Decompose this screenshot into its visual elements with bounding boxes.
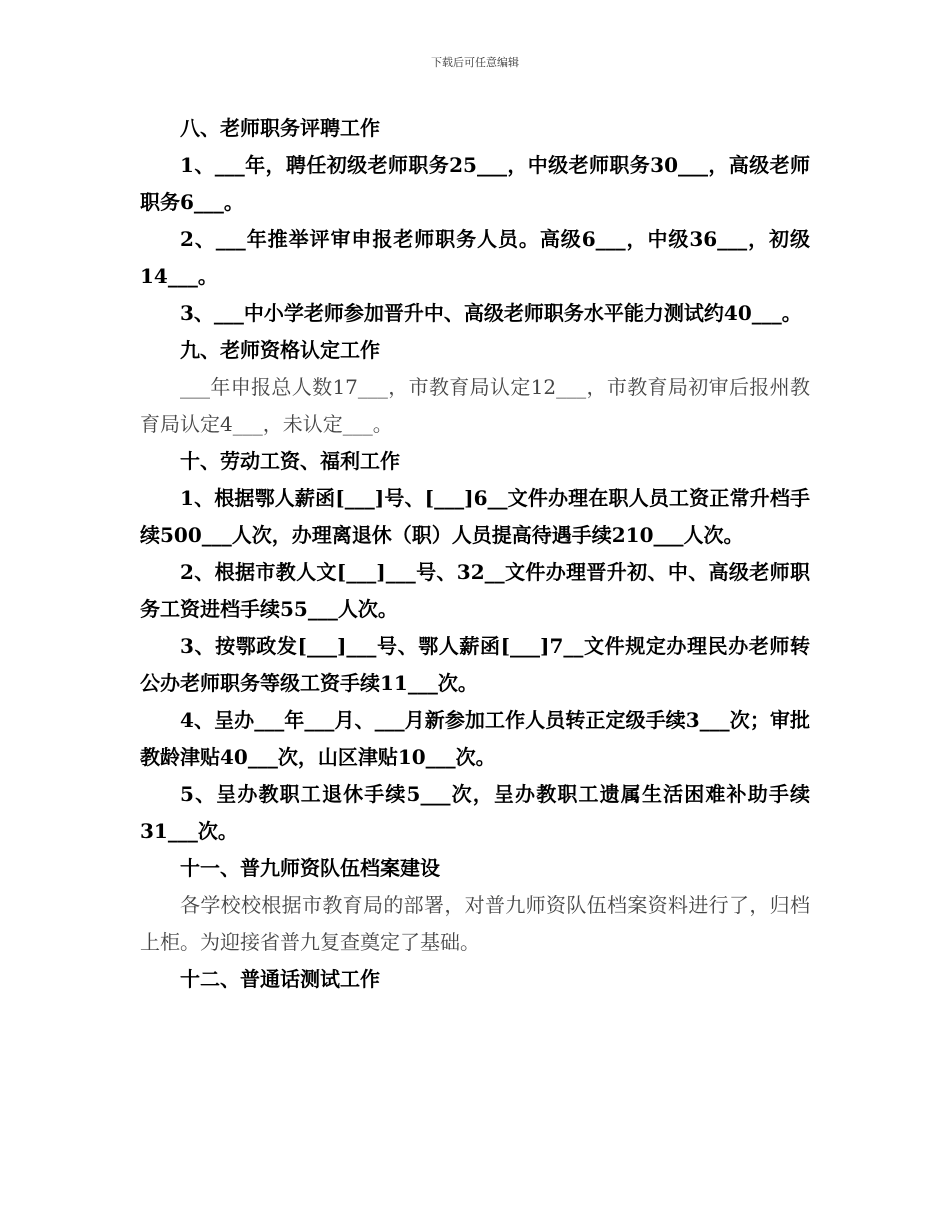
section-11-heading: 十一、普九师资队伍档案建设 bbox=[180, 856, 440, 880]
section-10-item-2: 2、根据市教人文[___]___号、32__文件办理晋升初、中、高级老师职务工资进档手续55___人次。 bbox=[140, 560, 810, 621]
section-10-item-4: 4、呈办___年___月、___月新参加工作人员转正定级手续3___次；审批教龄津贴40___次，山区津贴10___次。 bbox=[140, 708, 810, 769]
section-8-item-2: 2、___年推举评审申报老师职务人员。高级6___，中级36___，初级14___。 bbox=[140, 227, 810, 288]
document-body bbox=[140, 110, 810, 998]
section-10-item-5: 5、呈办教职工退休手续5___次，呈办教职工遗属生活困难补助手续31___次。 bbox=[140, 782, 810, 843]
section-8-heading: 八、老师职务评聘工作 bbox=[180, 116, 380, 140]
section-10-item-1: 1、根据鄂人薪函[___]号、[___]6__文件办理在职人员工资正常升档手续500___人次，办理离退休（职）人员提高待遇手续210___人次。 bbox=[140, 486, 810, 547]
section-9-paragraph: ___年申报总人数17___，市教育局认定12___，市教育局初审后报州教育局认定4___，未认定___。 bbox=[140, 375, 810, 436]
section-8-item-1: 1、___年，聘任初级老师职务25___，中级老师职务30___，高级老师职务6___。 bbox=[140, 153, 810, 214]
section-9-heading: 九、老师资格认定工作 bbox=[180, 338, 380, 362]
section-10-heading: 十、劳动工资、福利工作 bbox=[180, 449, 400, 473]
section-10-item-3: 3、按鄂政发[___]___号、鄂人薪函[___]7__文件规定办理民办老师转公办老师职务等级工资手续11___次。 bbox=[140, 634, 810, 695]
section-11-paragraph: 各学校校根据市教育局的部署，对普九师资队伍档案资料进行了，归档上柜。为迎接省普九复查奠定了基础。 bbox=[140, 893, 810, 954]
section-8-item-3: 3、___中小学老师参加晋升中、高级老师职务水平能力测试约40___。 bbox=[180, 301, 802, 325]
page-header-note: 下载后可任意编辑 bbox=[431, 56, 519, 69]
section-12-heading: 十二、普通话测试工作 bbox=[180, 967, 380, 991]
